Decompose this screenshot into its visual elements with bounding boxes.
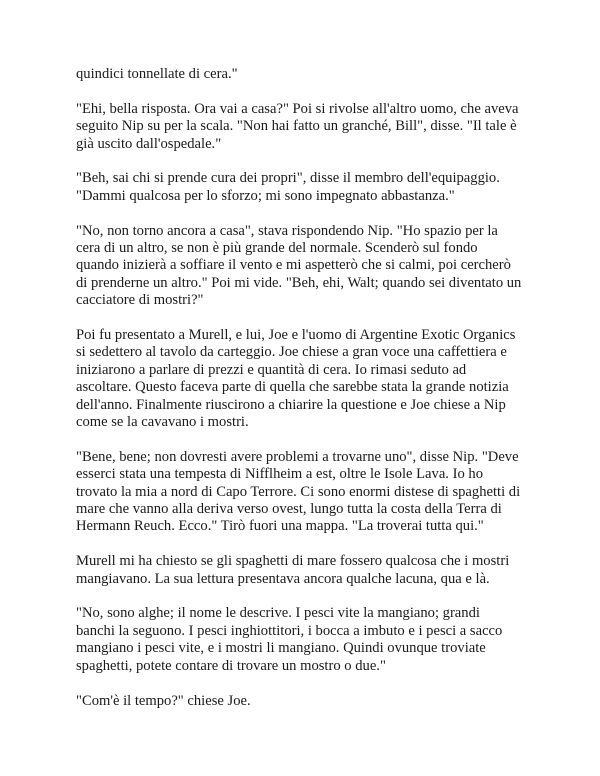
text-line: Poi fu presentato a Murell, e lui, Joe e l'uomo di Argentine Exotic Organics xyxy=(76,327,516,344)
text-line: già uscito dall'ospedale." xyxy=(76,135,222,152)
text-line: si sedettero al tavolo da carteggio. Joe chiese a gran voce una caffettiera e xyxy=(76,344,507,361)
text-line: banchi la seguono. I pesci inghiottitori, i bocca a imbuto e i pesci a sacco xyxy=(76,622,503,639)
text-line: cacciatore di mostri?" xyxy=(76,292,204,309)
body-text xyxy=(76,66,536,727)
text-line: quando inizierà a soffiare il vento e mi aspetterò che si calmi, poi cercherò xyxy=(76,257,511,274)
text-line: Murell mi ha chiesto se gli spaghetti di mare fossero qualcosa che i mostri xyxy=(76,553,510,570)
paragraph xyxy=(76,553,536,588)
text-line: esserci stata una tempesta di Nifflheim a est, oltre le Isole Lava. Io ho xyxy=(76,466,484,483)
text-line: mangiano i pesci vite, e i mostri li mangiano. Quindi ovunque troviate xyxy=(76,640,486,657)
text-line: "Beh, sai chi si prende cura dei propri", disse il membro dell'equipaggio. xyxy=(76,170,500,187)
paragraph xyxy=(76,605,536,675)
text-line: mare che vanno alla deriva verso ovest, lungo tutta la costa della Terra di xyxy=(76,501,502,518)
text-line: "Com'è il tempo?" chiese Joe. xyxy=(76,692,251,709)
text-line: dell'anno. Finalmente riuscirono a chiarire la questione e Joe chiese a Nip xyxy=(76,396,506,413)
text-line: "Dammi qualcosa per lo sforzo; mi sono impegnato abbastanza." xyxy=(76,187,455,204)
text-line: Hermann Reuch. Ecco." Tirò fuori una mappa. "La troverai tutta qui." xyxy=(76,518,484,535)
text-line: mangiavano. La sua lettura presentava ancora qualche lacuna, qua e là. xyxy=(76,570,490,587)
text-line: "Ehi, bella risposta. Ora vai a casa?" Poi si rivolse all'altro uomo, che aveva xyxy=(76,100,519,117)
text-line: di prenderne un altro." Poi mi vide. "Beh, ehi, Walt; quando sei diventato un xyxy=(76,274,522,291)
text-line: seguito Nip su per la scala. "Non hai fatto un granché, Bill", disse. "Il tale è xyxy=(76,118,517,135)
text-line: ascoltare. Questo faceva parte di quella che sarebbe stata la grande notizia xyxy=(76,379,509,396)
text-line: cera di un altro, se non è più grande del normale. Scenderò sul fondo xyxy=(76,240,478,257)
text-line: iniziarono a parlare di prezzi e quantità di cera. Io rimasi seduto ad xyxy=(76,361,467,378)
paragraph xyxy=(76,693,536,710)
paragraph xyxy=(76,449,536,536)
text-line: quindici tonnellate di cera." xyxy=(76,66,238,82)
paragraph xyxy=(76,101,536,153)
text-line: spaghetti, potete contare di trovare un mostro o due." xyxy=(76,657,386,674)
text-line: come se la cavavano i mostri. xyxy=(76,414,249,431)
paragraph xyxy=(76,66,536,83)
text-line: "No, non torno ancora a casa", stava rispondendo Nip. "Ho spazio per la xyxy=(76,222,498,239)
paragraph xyxy=(76,170,536,205)
text-line: trovato la mia a nord di Capo Terrore. Ci sono enormi distese di spaghetti di xyxy=(76,483,521,500)
paragraph xyxy=(76,327,536,431)
text-line: "Bene, bene; non dovresti avere problemi a trovarne uno", disse Nip. "Deve xyxy=(76,448,519,465)
paragraph xyxy=(76,223,536,310)
text-line: "No, sono alghe; il nome le descrive. I pesci vite la mangiano; grandi xyxy=(76,605,480,622)
